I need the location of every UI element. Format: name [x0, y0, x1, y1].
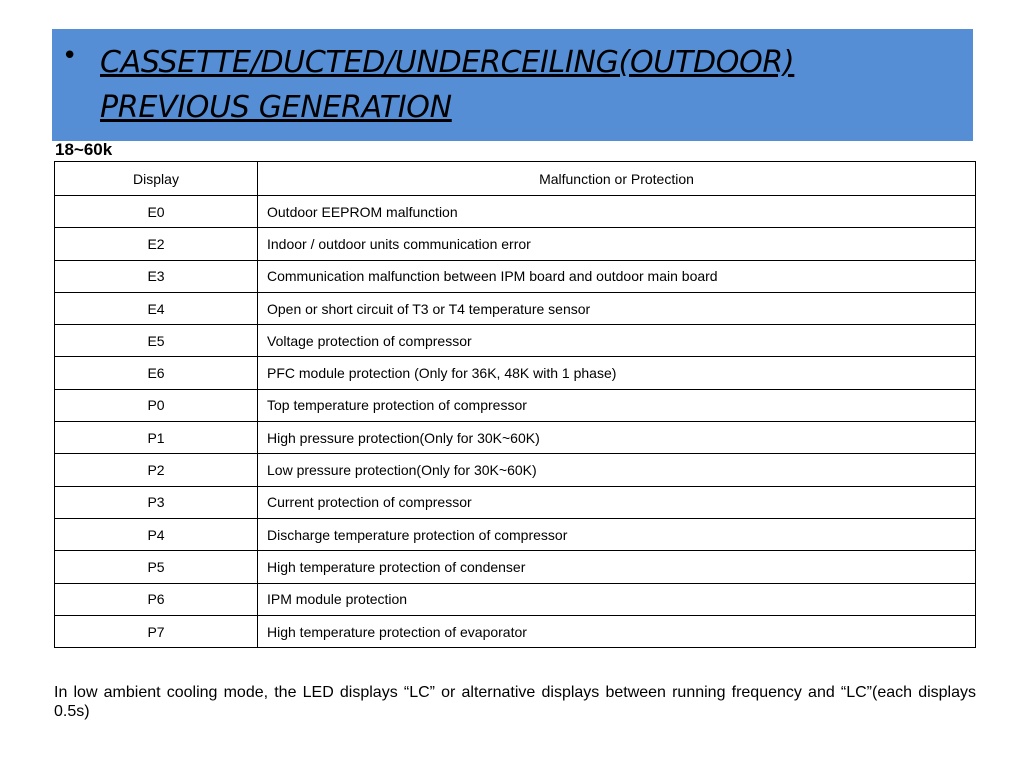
table-row	[55, 389, 976, 421]
error-code-cell: E6	[55, 357, 258, 389]
error-code-cell: E4	[55, 292, 258, 324]
error-code-cell: E3	[55, 260, 258, 292]
slide-title-line-2: PREVIOUS GENERATION	[100, 90, 452, 125]
error-code-cell: P0	[55, 389, 258, 421]
description-text: Current protection of compressor	[267, 494, 472, 511]
title-bullet: •	[62, 41, 78, 71]
description-cell	[258, 389, 976, 421]
error-code-cell: P4	[55, 518, 258, 550]
description-text: Outdoor EEPROM malfunction	[267, 203, 458, 220]
error-code-cell: P6	[55, 583, 258, 615]
footer-note: In low ambient cooling mode, the LED displays “LC” or alternative displays between running frequency and “LC”(each displays 0.5s)	[54, 684, 976, 720]
description-cell	[258, 518, 976, 550]
description-cell	[258, 486, 976, 518]
description-text: High temperature protection of evaporator	[267, 623, 527, 640]
description-text: Top temperature protection of compressor	[267, 397, 527, 414]
description-cell	[258, 228, 976, 260]
table-row	[55, 518, 976, 550]
error-code-cell: E0	[55, 196, 258, 228]
description-text: Communication malfunction between IPM board and outdoor main board	[267, 268, 718, 285]
table-row	[55, 551, 976, 583]
description-text: Voltage protection of compressor	[267, 332, 472, 349]
description-cell	[258, 454, 976, 486]
error-code-cell: P5	[55, 551, 258, 583]
description-cell	[258, 325, 976, 357]
description-cell	[258, 196, 976, 228]
description-text: PFC module protection (Only for 36K, 48K with 1 phase)	[267, 365, 617, 382]
error-code-cell: P1	[55, 422, 258, 454]
table-row	[55, 486, 976, 518]
error-code-cell: P3	[55, 486, 258, 518]
description-cell	[258, 357, 976, 389]
table-row	[55, 325, 976, 357]
table-row	[55, 615, 976, 647]
table-row	[55, 260, 976, 292]
table-header-row	[55, 162, 976, 196]
header-malfunction: Malfunction or Protection	[258, 162, 976, 196]
description-cell	[258, 615, 976, 647]
title-banner	[52, 29, 973, 141]
table-body	[55, 196, 976, 648]
error-code-cell: P7	[55, 615, 258, 647]
table-row	[55, 422, 976, 454]
description-text: High temperature protection of condenser	[267, 558, 526, 575]
description-cell	[258, 551, 976, 583]
error-code-cell: P2	[55, 454, 258, 486]
slide-title	[100, 40, 960, 130]
description-cell	[258, 292, 976, 324]
slide-title-line-1: CASSETTE/DUCTED/UNDERCEILING(OUTDOOR)	[100, 45, 795, 80]
description-text: High pressure protection(Only for 30K~60K)	[267, 429, 540, 446]
description-cell	[258, 422, 976, 454]
description-text: IPM module protection	[267, 591, 408, 608]
description-text: Discharge temperature protection of compressor	[267, 526, 568, 543]
description-text: Low pressure protection(Only for 30K~60K)	[267, 462, 537, 479]
table-row	[55, 583, 976, 615]
error-code-cell: E2	[55, 228, 258, 260]
table-row	[55, 357, 976, 389]
description-text: Indoor / outdoor units communication error	[267, 235, 531, 252]
table-row	[55, 454, 976, 486]
description-text: Open or short circuit of T3 or T4 temperature sensor	[267, 300, 591, 317]
description-cell	[258, 583, 976, 615]
capacity-range-label: 18~60k	[55, 140, 113, 159]
table-row	[55, 228, 976, 260]
error-code-table	[54, 161, 976, 648]
description-cell	[258, 260, 976, 292]
table-row	[55, 196, 976, 228]
header-display: Display	[55, 162, 258, 196]
error-code-cell: E5	[55, 325, 258, 357]
table-row	[55, 292, 976, 324]
